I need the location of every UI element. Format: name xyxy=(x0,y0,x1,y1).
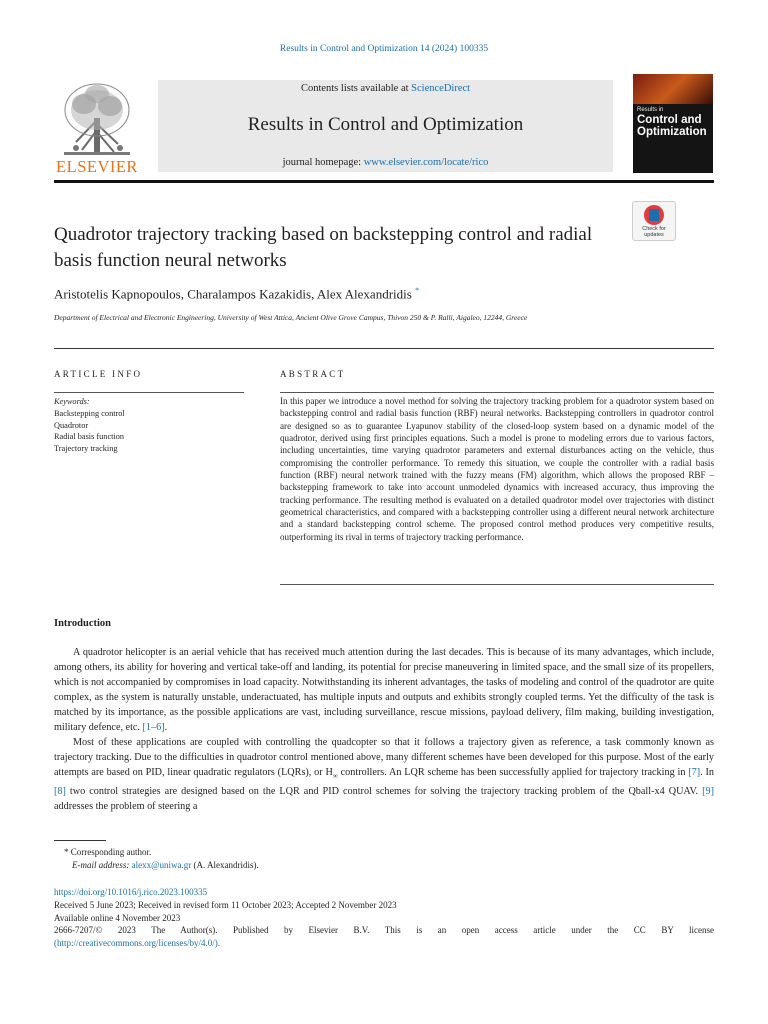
cover-graphic xyxy=(633,74,713,104)
received-dates: Received 5 June 2023; Received in revised form 11 October 2023; Accepted 2 November 2023 xyxy=(54,899,397,910)
keyword-item: Radial basis function xyxy=(54,432,125,442)
title-rule xyxy=(54,348,714,349)
email-suffix: (A. Alexandridis). xyxy=(193,859,259,870)
citation-link[interactable]: [8] xyxy=(54,786,66,798)
paragraph-text: . In xyxy=(700,767,714,778)
footnote-rule xyxy=(54,840,106,841)
email-line xyxy=(54,859,714,872)
contents-line xyxy=(158,83,613,94)
citation-link[interactable]: [7] xyxy=(688,767,701,778)
paragraph-text: A quadrotor helicopter is an aerial vehicle that has received much attention during the last decades. This is because of its many advantages, which include, among others, its ability for hovering and vertical take-off and landing, its potential for precise maneuvering in limited space, and the small size of its propellers, which is not accompanied by compromises in load capacity. Notwithstanding its inherent advantages, the tasks of modeling and control of the quadrotor are quite complex, as the system is naturally unstable, underactuated, has multiple inputs and outputs and exhibits strongly coupled terms. Yet the difficulty of the task is matched by its importance, as the possible applications are vast, including surveillance, rescue missions, payload delivery, film making, building investigation, military defence, etc. xyxy=(54,647,714,733)
publisher-name: ELSEVIER xyxy=(56,157,138,176)
keywords-block xyxy=(54,396,244,455)
article-title: Quadrotor trajectory tracking based on backstepping control and radial basis function neural networks xyxy=(54,224,593,271)
check-updates-label: Check for updates xyxy=(642,226,666,238)
article-info-heading: ARTICLE INFO xyxy=(54,369,143,379)
paragraph-text: Most of these applications are coupled with controlling the quadcopter so that it follows a trajectory given as reference, a task commonly known as trajectory tracking. Due to the difficulties in quadrotor control mentioned above, many different schemes have been developed for this purpose. Most of the early attempts are based on PID, linear quadratic regulators (LQRs), or H xyxy=(54,737,714,778)
abstract-heading: ABSTRACT xyxy=(280,369,346,379)
abstract-text: In this paper we introduce a novel method for solving the trajectory tracking problem for a quadrotor system based on backstepping control and radial basis function (RBF) neural networks. Backstepping controllers in quadrotor control are designed so as to guarantee Lyapunov stability of the closed-loop system based on a dynamic model of the quadrotor, derived using first principles equations. Such a model is prone to modeling errors due to various factors, including uncertainties, time varying quadrotor parameters and external disturbances acting on the vehicle, thus compromising the controller performance. To remedy this situation, we couple the controller with a radial basis function (RBF) neural network trained with the fuzzy means (FM) algorithm, which allows the proposed RBF – backstepping framework to take into account unmodeled dynamics with increased accuracy, thus improving the tracking performance. The resulting method is evaluated on a detailed quadrotor model over trajectories with distinct geometrical characteristics, and compared with a backstepping controller using a different neural network architecture and a standard backstepping control scheme. The proposed control method produces very competitive results, outperforming its rival in terms of trajectory tracking performance. xyxy=(280,396,714,542)
contents-prefix: Contents lists available at xyxy=(300,83,412,94)
keyword-item: Trajectory tracking xyxy=(54,444,118,454)
check-updates-icon xyxy=(644,205,664,225)
homepage-link[interactable]: www.elsevier.com/locate/rico xyxy=(363,157,489,168)
email-link[interactable]: alexx@uniwa.gr xyxy=(131,859,192,870)
paragraph-text: addresses the problem of steering a xyxy=(54,801,198,813)
email-label: E-mail address: xyxy=(72,859,130,870)
keyword-item: Backstepping control xyxy=(54,408,125,418)
footnotes xyxy=(54,846,714,871)
subscript: ∞ xyxy=(332,772,338,781)
keyword-item: Quadrotor xyxy=(54,420,89,430)
paragraph-text: two control strategies are designed based on the LQR and PID control schemes for solving the trajectory tracking problem of the Qball-x4 QUAV. xyxy=(65,786,703,798)
check-for-updates-button[interactable] xyxy=(632,201,676,241)
homepage-line xyxy=(158,157,613,168)
journal-banner xyxy=(158,80,613,172)
license-link[interactable]: (http://creativecommons.org/licenses/by/4.0/). xyxy=(54,938,221,949)
doi-link[interactable]: https://doi.org/10.1016/j.rico.2023.100335 xyxy=(54,887,208,897)
abstract-bottom-rule xyxy=(280,584,714,585)
authors-text: Aristotelis Kapnopoulos, Charalampos Kazakidis, Alex Alexandridis xyxy=(54,286,412,302)
article-info-rule xyxy=(54,392,244,393)
sciencedirect-link[interactable]: ScienceDirect xyxy=(411,83,471,94)
affiliation: Department of Electrical and Electronic Engineering, University of West Attica, Ancient Olive Grove Campus, Thivon 250 & P. Ralli, Aigaleo, 12244, Greece xyxy=(54,313,528,322)
corresponding-author-mark[interactable]: * xyxy=(415,286,420,295)
citation-link[interactable]: [9] xyxy=(702,786,714,798)
header-rule xyxy=(54,180,714,183)
journal-title: Results in Control and Optimization xyxy=(247,114,524,135)
paragraph xyxy=(54,735,714,814)
cover-small-text: Results in xyxy=(637,107,664,113)
introduction-heading: Introduction xyxy=(54,618,111,629)
homepage-prefix: journal homepage: xyxy=(282,157,364,168)
journal-citation[interactable]: Results in Control and Optimization 14 (2024) 100335 xyxy=(279,44,489,54)
corresponding-author-note: * Corresponding author. xyxy=(64,847,152,857)
keywords-label: Keywords: xyxy=(54,397,90,406)
citation-link[interactable]: [1–6] xyxy=(142,722,165,733)
paragraph: A quadrotor helicopter is an aerial vehicle that has received much attention during the last decades. This is because of its many advantages, which include, among others, its ability for hovering and vertical take-off and landing, its potential for precise maneuvering in limited space, and the small size of its propellers, which is not accompanied by compromises in load capacity. Notwithstanding its inherent advantages, the tasks of modeling and control of the quadrotor are quite complex, as the system is naturally unstable, underactuated, has multiple inputs and outputs and exhibits strongly coupled terms. Yet the difficulty of the task is matched by its importance, as the possible applications are vast, including surveillance, rescue missions, payload delivery, film making, building investigation, military defence, etc. [1–6]. xyxy=(54,647,714,733)
elsevier-logo[interactable] xyxy=(54,80,140,176)
journal-cover[interactable] xyxy=(633,74,713,173)
available-online: Available online 4 November 2023 xyxy=(54,912,181,923)
cover-title: Control and Optimization xyxy=(637,114,707,138)
license-text: 2666-7207/© 2023 The Author(s). Published by Elsevier B.V. This is an open access article under the CC BY license xyxy=(54,925,714,936)
author-list xyxy=(54,286,654,302)
abstract-rule xyxy=(280,392,714,393)
introduction-body xyxy=(54,645,714,814)
paragraph-text: controllers. An LQR scheme has been successfully applied for trajectory tracking in xyxy=(337,767,689,778)
publication-info xyxy=(54,886,714,950)
